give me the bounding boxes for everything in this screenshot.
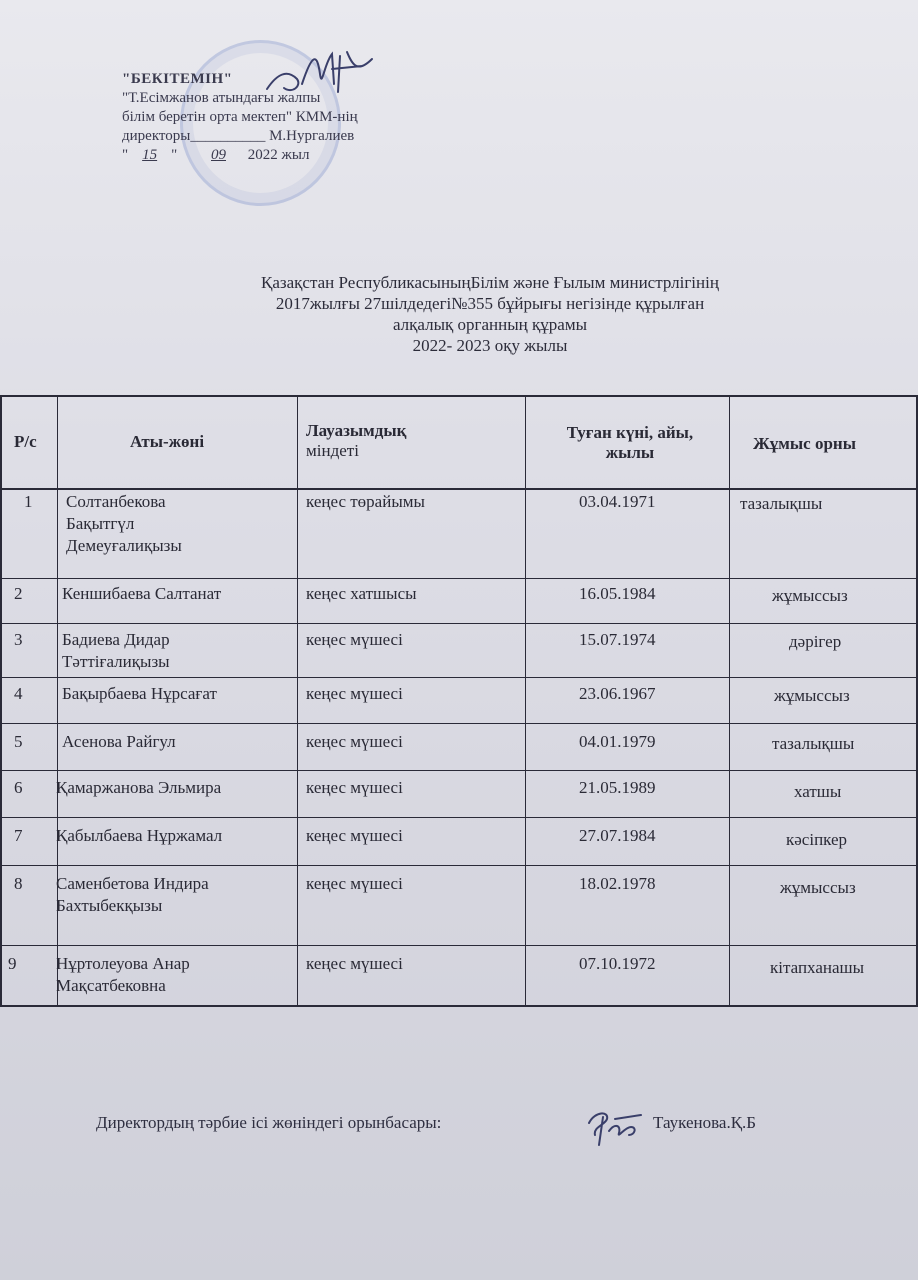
row-8-name-line-1: Саменбетова Индира xyxy=(56,874,209,893)
table-row-divider xyxy=(0,817,918,818)
row-7-role: кеңес мүшесі xyxy=(306,826,403,845)
row-6-num: 6 xyxy=(14,778,23,797)
row-9-work: кітапханашы xyxy=(770,958,865,977)
row-3-num: 3 xyxy=(14,630,23,649)
approval-title: "БЕКІТЕМІН" xyxy=(122,71,233,87)
row-1-role: кеңес төрайымы xyxy=(306,492,425,511)
table-row-divider xyxy=(0,945,918,946)
row-9-birth: 07.10.1972 xyxy=(579,954,656,973)
row-5-name: Асенова Райгул xyxy=(62,732,176,751)
row-9-name-line-2: Мақсатбековна xyxy=(56,976,166,995)
row-8-birth: 18.02.1978 xyxy=(579,874,656,893)
row-8-work: жұмыссыз xyxy=(780,878,856,897)
table-row-divider xyxy=(0,578,918,579)
row-9-role: кеңес мүшесі xyxy=(306,954,403,973)
header-birth-line-2: жылы xyxy=(605,443,655,462)
row-1-num: 1 xyxy=(24,492,33,511)
row-5-role: кеңес мүшесі xyxy=(306,732,403,751)
approval-line-2: білім беретін орта мектеп" КММ-нің xyxy=(122,109,358,125)
table-row-divider xyxy=(0,623,918,624)
approval-line-1: "Т.Есімжанов атындағы жалпы xyxy=(122,90,321,106)
header-birth-line-1: Туған күні, айы, xyxy=(566,423,694,442)
heading-line-1: Қазақстан РеспубликасыныңБілім және Ғылым министрлігінің xyxy=(261,273,719,292)
row-9-num: 9 xyxy=(8,954,17,973)
row-2-birth: 16.05.1984 xyxy=(579,584,656,603)
approval-block xyxy=(122,70,358,165)
row-6-name: Қамаржанова Эльмира xyxy=(56,778,222,797)
table-col-divider xyxy=(0,395,2,1007)
row-2-name: Кеншибаева Салтанат xyxy=(62,584,222,603)
row-2-work: жұмыссыз xyxy=(772,586,848,605)
table-row-divider xyxy=(0,723,918,724)
row-8-name-line-2: Бахтыбекқызы xyxy=(56,896,163,915)
header-name: Аты-жөні xyxy=(130,432,205,451)
table-row-divider xyxy=(0,770,918,771)
approval-director-label: директоры xyxy=(122,128,191,144)
header-position-line-2: міндеті xyxy=(306,441,359,460)
table-row-divider xyxy=(0,488,918,490)
approval-blank: __________ xyxy=(190,128,266,144)
table-border-top xyxy=(0,395,918,397)
approval-date: " 15 " 09 2022 жыл xyxy=(122,147,310,163)
header-work: Жұмыс орны xyxy=(753,434,856,453)
deputy-signature xyxy=(585,1105,645,1150)
header-position-line-1: Лауазымдық xyxy=(306,421,407,440)
table-col-divider xyxy=(525,395,526,1007)
header-position xyxy=(306,421,406,461)
row-8-num: 8 xyxy=(14,874,23,893)
row-7-name: Қабылбаева Нұржамал xyxy=(56,826,223,845)
members-table xyxy=(0,395,918,1007)
row-4-name: Бақырбаева Нұрсағат xyxy=(62,684,217,703)
row-4-birth: 23.06.1967 xyxy=(579,684,656,703)
row-7-birth: 27.07.1984 xyxy=(579,826,656,845)
row-6-work: хатшы xyxy=(794,782,842,801)
row-7-num: 7 xyxy=(14,826,23,845)
row-6-role: кеңес мүшесі xyxy=(306,778,403,797)
row-3-work: дәрігер xyxy=(789,632,842,651)
row-1-name-line-1: Солтанбекова xyxy=(66,492,166,511)
row-4-role: кеңес мүшесі xyxy=(306,684,403,703)
row-3-name-line-2: Тәттіғалиқызы xyxy=(62,652,170,671)
row-4-work: жұмыссыз xyxy=(774,686,850,705)
row-6-birth: 21.05.1989 xyxy=(579,778,656,797)
row-5-birth: 04.01.1979 xyxy=(579,732,656,751)
header-num: Р/с xyxy=(14,432,37,451)
row-9-name xyxy=(56,953,190,997)
heading-line-3: алқалық органның құрамы xyxy=(392,315,587,334)
row-1-name xyxy=(66,491,182,557)
heading-line-2: 2017жылғы 27шілдедегі№355 бұйрығы негізінде құрылған xyxy=(275,294,705,313)
row-2-role: кеңес хатшысы xyxy=(306,584,417,603)
approval-date-day: 15 xyxy=(142,147,158,163)
row-5-work: тазалықшы xyxy=(772,734,855,753)
row-5-num: 5 xyxy=(14,732,23,751)
row-4-num: 4 xyxy=(14,684,23,703)
document-heading xyxy=(130,272,850,356)
row-9-name-line-1: Нұртолеуова Анар xyxy=(56,954,190,973)
heading-line-4: 2022- 2023 оқу жылы xyxy=(412,336,568,355)
row-2-num: 2 xyxy=(14,584,23,603)
row-1-work: тазалықшы xyxy=(740,494,823,513)
table-row-divider xyxy=(0,677,918,678)
row-1-name-line-3: Демеуғалиқызы xyxy=(66,536,182,555)
row-8-role: кеңес мүшесі xyxy=(306,874,403,893)
header-birth xyxy=(540,423,720,463)
row-3-name xyxy=(62,629,170,673)
footer-name: Таукенова.Қ.Б xyxy=(653,1113,757,1132)
row-3-role: кеңес мүшесі xyxy=(306,630,403,649)
approval-director-name: М.Нургалиев xyxy=(269,128,355,144)
table-row-divider xyxy=(0,865,918,866)
approval-date-year: 2022 жыл xyxy=(247,147,310,163)
approval-line-3 xyxy=(122,127,358,146)
table-border-bottom xyxy=(0,1005,918,1007)
table-col-divider xyxy=(729,395,730,1007)
row-7-work: кәсіпкер xyxy=(786,830,848,849)
footer-signature-line xyxy=(96,1113,757,1133)
row-3-name-line-1: Бадиева Дидар xyxy=(62,630,170,649)
table-col-divider xyxy=(297,395,298,1007)
row-8-name xyxy=(56,873,209,917)
footer-label: Директордың тәрбие ісі жөніндегі орынбасары: xyxy=(96,1113,442,1132)
row-3-birth: 15.07.1974 xyxy=(579,630,656,649)
approval-date-month: 09 xyxy=(211,147,226,163)
row-1-birth: 03.04.1971 xyxy=(579,492,656,511)
row-1-name-line-2: Бақытгүл xyxy=(66,514,135,533)
